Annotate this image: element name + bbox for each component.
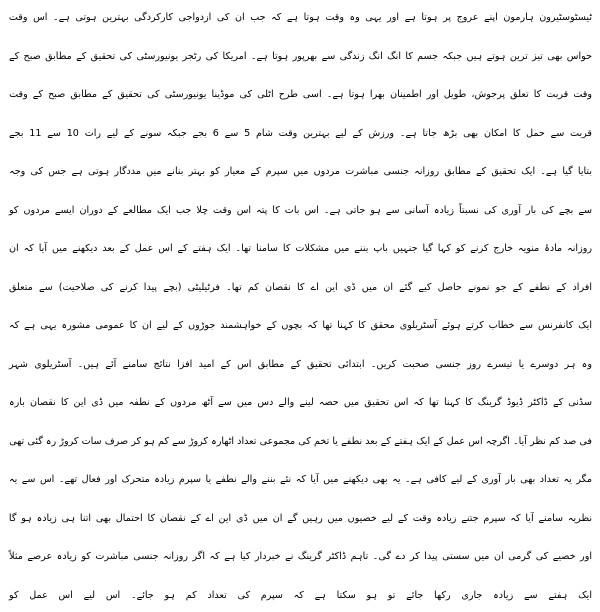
line-text: وقت قربت کا تعلق پرجوش، طویل اور اطمینان بھرا ہوتا ہے۔ اسی طرح اٹلی کی موڈینا یونیورسٹی کی تحقیق کے مطابق صبح کے وقت <box>9 89 592 100</box>
line-text: حواس بھی تیز ترین ہوتے ہیں جبکہ جسم کا انگ انگ زندگی سے بھرپور ہوتا ہے۔ امریکا کی رٹجر یونیورسٹی کی تحقیق کے مطابق صبح کے <box>9 51 592 62</box>
text-line <box>8 420 592 459</box>
line-text: نظریہ سامنے آیا کہ سپرم جتنے زیادہ وقت کے لیے خصیوں میں رہیں گے ان میں ڈی این اے کے نقصان کا احتمال بھی اتنا ہی زیادہ ہو گا <box>9 513 592 524</box>
text-line <box>8 535 592 574</box>
line-text: قربت سے حمل کا امکان بھی بڑھ جاتا ہے۔ ورزش کے لیے بہترین وقت شام 5 سے 6 بجے جبکہ سونے کے لیے رات 10 سے 11 بجے <box>9 128 592 139</box>
text-line <box>8 0 592 35</box>
text-line <box>8 150 592 189</box>
text-line <box>8 458 592 497</box>
line-text: ٹیسٹوسٹیرون ہارمون اپنے عروج پر ہوتا ہے اور یہی وہ وقت ہوتا ہے کہ جب ان کی ازدواجی کارکردگی بہترین ہوتی ہے۔ اس وقت <box>9 12 592 23</box>
text-line <box>8 112 592 151</box>
line-text: سے بچے کی بار آوری کی نسبتاً زیادہ آسانی سے ہو جاتی ہے۔ اس بات کا پتہ اس وقت چلا جب ایک مطالعے کے دوران ایسے مردوں کو <box>9 205 592 216</box>
line-text: روزانہ مادۂ منویہ خارج کرنے کو کہا گیا جنہیں باپ بننے میں مشکلات کا سامنا تھا۔ ایک ہفتے کے اس عمل کے بعد دیکھنے میں آیا کہ ان <box>9 243 592 254</box>
line-text: سڈنی کے ڈاکٹر ڈیوڈ گرینگ کا کہنا تھا کہ اس تحقیق میں حصہ لینے والے دس میں سے آٹھ مردوں کے نطفہ میں ڈی این کا نقصان بارہ <box>9 397 592 408</box>
document-body <box>8 0 592 612</box>
text-line <box>8 343 592 382</box>
line-text: اور خصیے کی گرمی ان میں سستی پیدا کر دے گی۔ تاہم ڈاکٹر گرینگ نے خبردار کیا ہے کہ اگر روزانہ جنسی مباشرت کو زیادہ عرصے مثلاً <box>9 551 592 562</box>
line-text: ایک کانفرنس سے خطاب کرتے ہوئے آسٹریلوی محقق کا کہنا تھا کہ بچوں کے خواہشمند جوڑوں کے لیے ان کا عمومی مشورہ یہی ہے کہ <box>9 320 592 331</box>
text-line <box>8 574 592 612</box>
text-line <box>8 73 592 112</box>
line-text: مگر یہ تعداد بھی بار آوری کے لیے کافی ہے۔ یہ بھی دیکھنے میں آیا کہ نئے بننے والے نطفے یا سپرم زیادہ متحرک اور فعال تھے۔ اس سے یہ <box>9 474 592 485</box>
text-line <box>8 266 592 305</box>
text-line <box>8 497 592 536</box>
line-text: بتایا گیا ہے۔ ایک تحقیق کے مطابق روزانہ جنسی مباشرت مردوں میں سپرم کے معیار کو بہتر بنانے میں مددگار ہوتی ہے جس کی وجہ <box>9 166 592 177</box>
text-line <box>8 381 592 420</box>
text-line <box>8 189 592 228</box>
text-line <box>8 35 592 74</box>
text-line <box>8 304 592 343</box>
line-text: فی صد کم نظر آیا۔ اگرچہ اس عمل کے ایک ہفتے کے بعد نطفے یا تخم کی مجموعی تعداد اٹھارہ کروڑ سے کم ہو کر صرف سات کروڑ رہ گئی تھی <box>9 436 592 447</box>
line-text: افراد کے نطفے کے جو نمونے حاصل کیے گئے ان میں ڈی این اے کا نقصان کم تھا۔ فرٹیلیٹی (بچے پیدا کرنے کی صلاحیت) سے متعلق <box>9 282 592 293</box>
text-line <box>8 227 592 266</box>
line-text: وہ ہر دوسرے یا تیسرے روز جنسی صحبت کریں۔ ابتدائی تحقیق کے مطابق اس کے امید افزا نتائج سامنے آئے ہیں۔ آسٹریلوی شہر <box>9 359 592 370</box>
line-text: ایک ہفتے سے زیادہ جاری رکھا جائے تو ہو سکتا ہے کہ سپرم کی تعداد کم ہو جائے۔ اس لیے اس عمل کو <box>9 590 592 601</box>
